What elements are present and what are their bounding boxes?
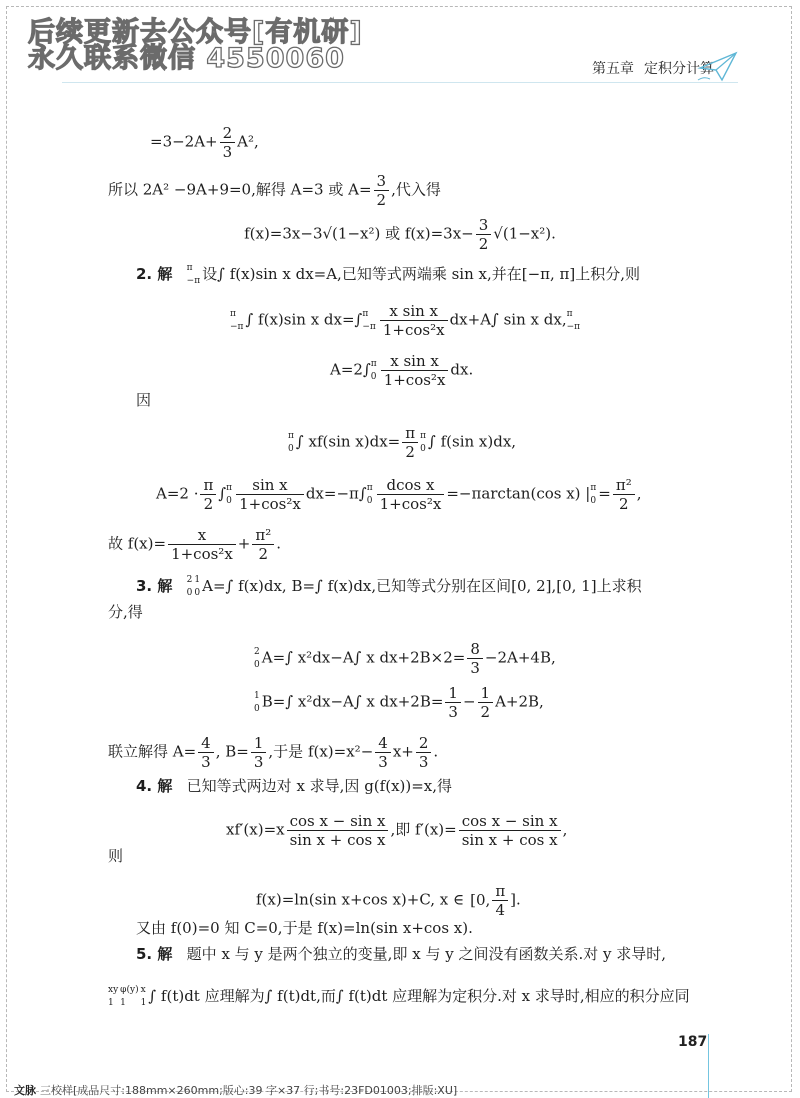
eq-text: −: [462, 692, 476, 711]
integral-limits: [254, 690, 260, 716]
numerator: 1: [445, 684, 461, 703]
integral-limits: [367, 482, 373, 508]
lower-limit: 0: [194, 588, 201, 598]
solution-3-intro-2: 分,得: [108, 603, 143, 621]
lower-limit: 0: [590, 495, 597, 506]
eq-text: ,: [636, 484, 642, 503]
header-rule: [62, 82, 738, 83]
text-line-2: [108, 172, 441, 209]
fraction: [492, 882, 508, 919]
upper-limit: π: [362, 308, 369, 319]
upper-limit: π: [186, 263, 193, 273]
fraction: [613, 476, 635, 513]
numerator: cos x − sin x: [287, 812, 389, 831]
lower-limit: 0: [366, 495, 373, 506]
eq-text: f(x)=3x−3√(1−x²) 或 f(x)=3x−: [244, 224, 474, 243]
numerator: dcos x: [377, 476, 445, 495]
fraction: [476, 216, 492, 253]
eq-text: 故 f(x)=: [108, 534, 167, 553]
footer-brand: 文脉: [14, 1084, 36, 1097]
chapter-number: 第五章: [592, 61, 634, 77]
fraction: [445, 684, 461, 721]
eq-4-2: [256, 882, 521, 919]
solution-2-intro: [136, 262, 640, 288]
integral-limits: [420, 430, 426, 456]
lower-limit: 0: [288, 443, 294, 454]
denominator: 3: [201, 753, 211, 771]
solution-3-intro: [136, 574, 642, 600]
eq-text: ∫: [218, 484, 227, 503]
eq-4-1: [226, 812, 567, 849]
eq-text: ,即 f′(x)=: [390, 820, 457, 839]
lower-limit: −π: [230, 321, 244, 332]
eq-text: B=∫ x²dx−A∫ x dx+2B=: [261, 692, 444, 711]
denominator: 3: [470, 659, 480, 677]
lower-limit: 0: [254, 703, 260, 714]
eq-text: .: [433, 742, 439, 761]
upper-limit: π: [288, 430, 294, 441]
lower-limit: 0: [420, 443, 426, 454]
lower-limit: 1: [108, 998, 114, 1008]
eq-text: ].: [510, 890, 521, 909]
integral-limits: [567, 308, 580, 334]
eq-line-3: [0, 216, 800, 253]
text: 已知等式两边对 x 求导,因 g(f(x))=x,得: [186, 777, 453, 795]
eq-text: x+: [392, 742, 414, 761]
eq-3-conclusion: [108, 734, 438, 771]
text: 设∫ f(x)sin x dx=A,已知等式两端乘 sin x,并在[−π, π]上积分,则: [202, 265, 641, 283]
denominator: 2: [480, 703, 491, 721]
upper-limit: 2: [254, 646, 260, 657]
chapter-title: 定积分计算: [644, 61, 714, 77]
fraction: [200, 476, 216, 513]
lower-limit: 0: [226, 495, 232, 506]
integral-limits: [108, 984, 118, 1010]
fraction: [374, 172, 390, 209]
eq-text: .: [276, 534, 282, 553]
print-footer: [14, 1082, 457, 1098]
solution-label: 2. 解: [136, 265, 173, 283]
eq-text: 联立解得 A=: [108, 742, 197, 761]
lower-limit: 0: [254, 659, 260, 670]
denominator: 1+cos²x: [171, 545, 233, 563]
numerator: x: [168, 526, 236, 545]
text: ,代入得: [391, 180, 441, 199]
fraction: [251, 734, 267, 771]
eq-3-2: [254, 684, 544, 721]
fraction: [236, 476, 304, 513]
denominator: 3: [378, 753, 388, 771]
lower-limit: 0: [370, 371, 377, 382]
denominator: 1+cos²x: [239, 495, 301, 513]
footer-info: 三校样[成品尺寸:188mm×260mm;版心:39 字×37 行;书号:23FD01003;排版:XU]: [40, 1084, 458, 1097]
upper-limit: π: [370, 358, 377, 369]
fraction: [478, 684, 494, 721]
eq-text: =: [598, 484, 611, 503]
denominator: 3: [222, 143, 233, 161]
integral-limits: [194, 574, 200, 600]
fraction: [380, 302, 448, 339]
denominator: 4: [495, 901, 506, 919]
eq-text: −2A+4B,: [484, 648, 556, 667]
numerator: x sin x: [381, 352, 449, 371]
eq-text: A²,: [237, 132, 259, 151]
denominator: 1+cos²x: [382, 321, 445, 339]
fraction: [287, 812, 389, 849]
lower-limit: 0: [186, 588, 193, 598]
solution-4-conclusion: 又由 f(0)=0 知 C=0,于是 f(x)=ln(sin x+cos x).: [136, 919, 473, 937]
fraction: [416, 734, 432, 771]
upper-limit: π: [366, 482, 373, 493]
eq-text: A=2∫: [330, 360, 371, 379]
eq-2-conclusion: [108, 526, 281, 563]
watermark-line-1: 后续更新去公众号[有机研]: [28, 17, 363, 48]
eq-text: √(1−x²).: [493, 224, 556, 243]
integral-limits: [120, 984, 138, 1010]
lower-limit: −π: [362, 321, 376, 332]
eq-text: [0,: [470, 890, 491, 909]
eq-text: dx=−π∫: [305, 484, 367, 503]
text: A=∫ f(x)dx, B=∫ f(x)dx,已知等式分别在区间[0, 2],[0, 1]上求积: [202, 577, 642, 595]
upper-limit: π: [566, 308, 573, 319]
eq-line-1: [150, 124, 259, 161]
fraction: [375, 734, 391, 771]
integral-limits: [230, 308, 243, 334]
integral-limits: [187, 262, 200, 288]
solution-4-intro: [136, 776, 452, 796]
numerator: cos x − sin x: [459, 812, 561, 831]
integral-limits: [254, 646, 260, 672]
upper-limit: 1: [194, 575, 201, 585]
solution-5-line-2: [108, 984, 690, 1010]
eq-text: =−πarctan(cos x) |: [446, 484, 591, 503]
integral-limits: [141, 984, 147, 1010]
upper-limit: 1: [254, 690, 260, 701]
fraction: [377, 476, 445, 513]
numerator: π: [200, 476, 216, 495]
eq-2-4: [156, 476, 642, 513]
eq-text: f(x)=ln(sin x+cos x)+C, x ∈: [256, 890, 465, 909]
solution-5-intro: [136, 944, 666, 964]
upper-limit: π: [590, 482, 597, 493]
numerator: 1: [478, 684, 494, 703]
page-number-rule: [708, 1034, 709, 1098]
upper-limit: xy: [108, 985, 119, 995]
upper-limit: π: [226, 482, 233, 493]
integral-limits: [226, 482, 232, 508]
lower-limit: −π: [566, 321, 581, 332]
denominator: sin x + cos x: [289, 831, 386, 849]
eq-2-3: [288, 424, 516, 461]
text-ze: 则: [108, 847, 124, 865]
numerator: 2: [416, 734, 432, 753]
eq-2-2: [330, 352, 473, 389]
denominator: sin x + cos x: [461, 831, 558, 849]
text: 所以 2A² −9A+9=0,解得 A=3 或 A=: [108, 180, 372, 199]
lower-limit: −π: [186, 276, 201, 286]
numerator: 1: [251, 734, 267, 753]
eq-2-1: [230, 302, 582, 339]
eq-text: ,于是 f(x)=x²−: [268, 742, 374, 761]
fraction: [467, 640, 483, 677]
denominator: 2: [258, 545, 269, 563]
denominator: 2: [203, 495, 214, 513]
numerator: 3: [476, 216, 492, 235]
page-number: 187: [678, 1034, 708, 1050]
fraction: [402, 424, 418, 461]
eq-text: ∫ xf(sin x)dx=: [295, 432, 401, 451]
numerator: 4: [198, 734, 214, 753]
text-yin: 因: [136, 391, 152, 409]
eq-text: dx.: [450, 360, 474, 379]
text: ∫ f(t)dt 应理解为∫ f(t)dt,而∫ f(t)dt 应理解为定积分.对 x 求导时,相应的积分应同: [148, 987, 690, 1005]
integral-limits: [371, 358, 377, 384]
numerator: 4: [375, 734, 391, 753]
solution-label: 5. 解: [136, 945, 173, 963]
eq-text: dx+A∫ sin x dx,: [449, 310, 567, 329]
integral-limits: [187, 574, 193, 600]
eq-text: ,: [562, 820, 568, 839]
denominator: 3: [448, 703, 458, 721]
upper-limit: 2: [186, 575, 193, 585]
numerator: 2: [220, 124, 236, 143]
paper-plane-icon: [696, 50, 740, 84]
fraction: [220, 124, 236, 161]
eq-text: A=2 ·: [156, 484, 199, 503]
eq-text: =3−2A+: [150, 132, 218, 151]
denominator: 1+cos²x: [383, 371, 446, 389]
numerator: π: [402, 424, 418, 443]
numerator: 8: [467, 640, 483, 659]
denominator: 2: [619, 495, 629, 513]
numerator: π²: [613, 476, 635, 495]
watermark-line-2: 永久联系微信 4550060: [28, 43, 345, 74]
eq-text: xf′(x)=x: [226, 820, 285, 839]
lower-limit: 1: [140, 998, 147, 1008]
eq-text: ∫ f(x)sin x dx=∫: [245, 310, 363, 329]
fraction: [168, 526, 236, 563]
upper-limit: π: [420, 430, 427, 441]
fraction: [252, 526, 274, 563]
denominator: 3: [418, 753, 429, 771]
eq-text: A=∫ x²dx−A∫ x dx+2B×2=: [261, 648, 466, 667]
denominator: 2: [376, 191, 387, 209]
denominator: 2: [478, 235, 489, 253]
numerator: sin x: [236, 476, 304, 495]
integral-limits: [362, 308, 375, 334]
numerator: π²: [252, 526, 274, 545]
upper-limit: x: [140, 985, 146, 995]
numerator: x sin x: [380, 302, 448, 321]
denominator: 2: [405, 443, 415, 461]
fraction: [381, 352, 449, 389]
integral-limits: [288, 430, 294, 456]
evaluation-limits: [590, 482, 596, 508]
denominator: 3: [253, 753, 264, 771]
numerator: π: [492, 882, 508, 901]
fraction: [459, 812, 561, 849]
text: 题中 x 与 y 是两个独立的变量,即 x 与 y 之间没有函数关系.对 y 求导时,: [186, 945, 667, 963]
upper-limit: φ(y): [120, 985, 139, 995]
lower-limit: 1: [120, 998, 126, 1008]
upper-limit: π: [230, 308, 236, 319]
solution-label: 4. 解: [136, 777, 173, 795]
eq-text: , B=: [215, 742, 249, 761]
eq-text: +: [237, 534, 251, 553]
denominator: 1+cos²x: [379, 495, 442, 513]
eq-3-1: [254, 640, 556, 677]
numerator: 3: [374, 172, 390, 191]
fraction: [198, 734, 214, 771]
solution-label: 3. 解: [136, 577, 173, 595]
eq-text: ∫ f(sin x)dx,: [428, 432, 517, 451]
eq-text: A+2B,: [495, 692, 544, 711]
